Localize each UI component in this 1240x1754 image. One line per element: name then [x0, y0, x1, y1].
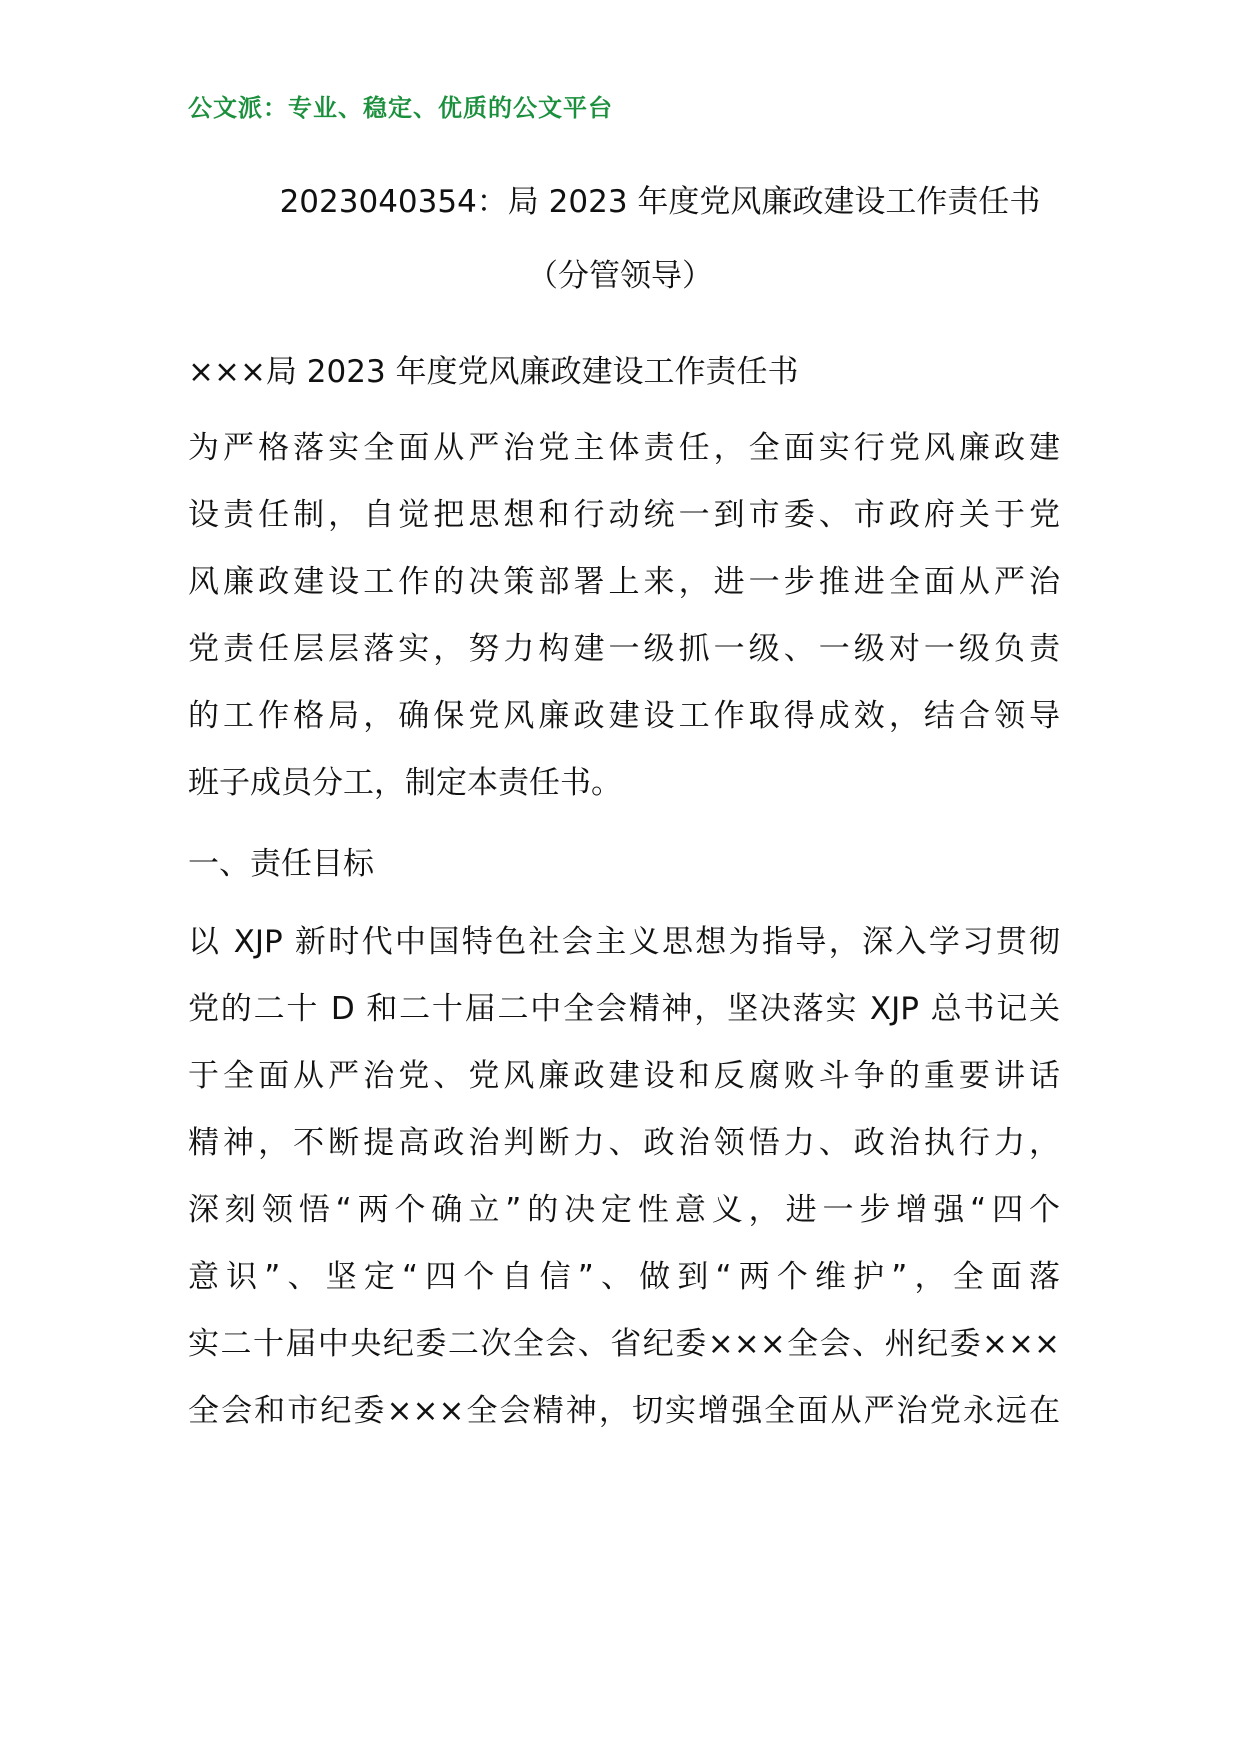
header-banner: 公文派：专业、稳定、优质的公文平台	[188, 94, 613, 122]
paragraph-line: 班子成员分工，制定本责任书。	[188, 765, 622, 801]
paragraph-line: 全会和市纪委×××全会精神，切实增强全面从严治党永远在	[188, 1393, 1060, 1429]
paragraph-line: 风廉政建设工作的决策部署上来，进一步推进全面从严治	[188, 564, 1060, 600]
paragraph-line: 以 XJP 新时代中国特色社会主义思想为指导，深入学习贯彻	[188, 924, 1060, 960]
document-title: 2023040354：局 2023 年度党风廉政建设工作责任书	[279, 184, 1041, 220]
paragraph-line: 为严格落实全面从严治党主体责任，全面实行党风廉政建	[188, 430, 1060, 466]
responsibility-letter-title: ×××局 2023 年度党风廉政建设工作责任书	[188, 354, 799, 390]
paragraph-line: 的工作格局，确保党风廉政建设工作取得成效，结合领导	[188, 698, 1060, 734]
paragraph-line: 深刻领悟“两个确立”的决定性意义，进一步增强“四个	[188, 1192, 1060, 1228]
paragraph-line: 实二十届中央纪委二次全会、省纪委×××全会、州纪委×××	[188, 1326, 1060, 1362]
paragraph-line: 党责任层层落实，努力构建一级抓一级、一级对一级负责	[188, 631, 1060, 667]
paragraph-line: 于全面从严治党、党风廉政建设和反腐败斗争的重要讲话	[188, 1058, 1060, 1094]
paragraph-line: 意识”、坚定“四个自信”、做到“两个维护”，全面落	[188, 1259, 1060, 1295]
section-heading: 一、责任目标	[188, 846, 374, 882]
document-subtitle: （分管领导）	[527, 258, 713, 294]
paragraph-line: 党的二十 D 和二十届二中全会精神，坚决落实 XJP 总书记关	[188, 991, 1060, 1027]
paragraph-line: 精神，不断提高政治判断力、政治领悟力、政治执行力，	[188, 1125, 1060, 1161]
paragraph-line: 设责任制，自觉把思想和行动统一到市委、市政府关于党	[188, 497, 1060, 533]
